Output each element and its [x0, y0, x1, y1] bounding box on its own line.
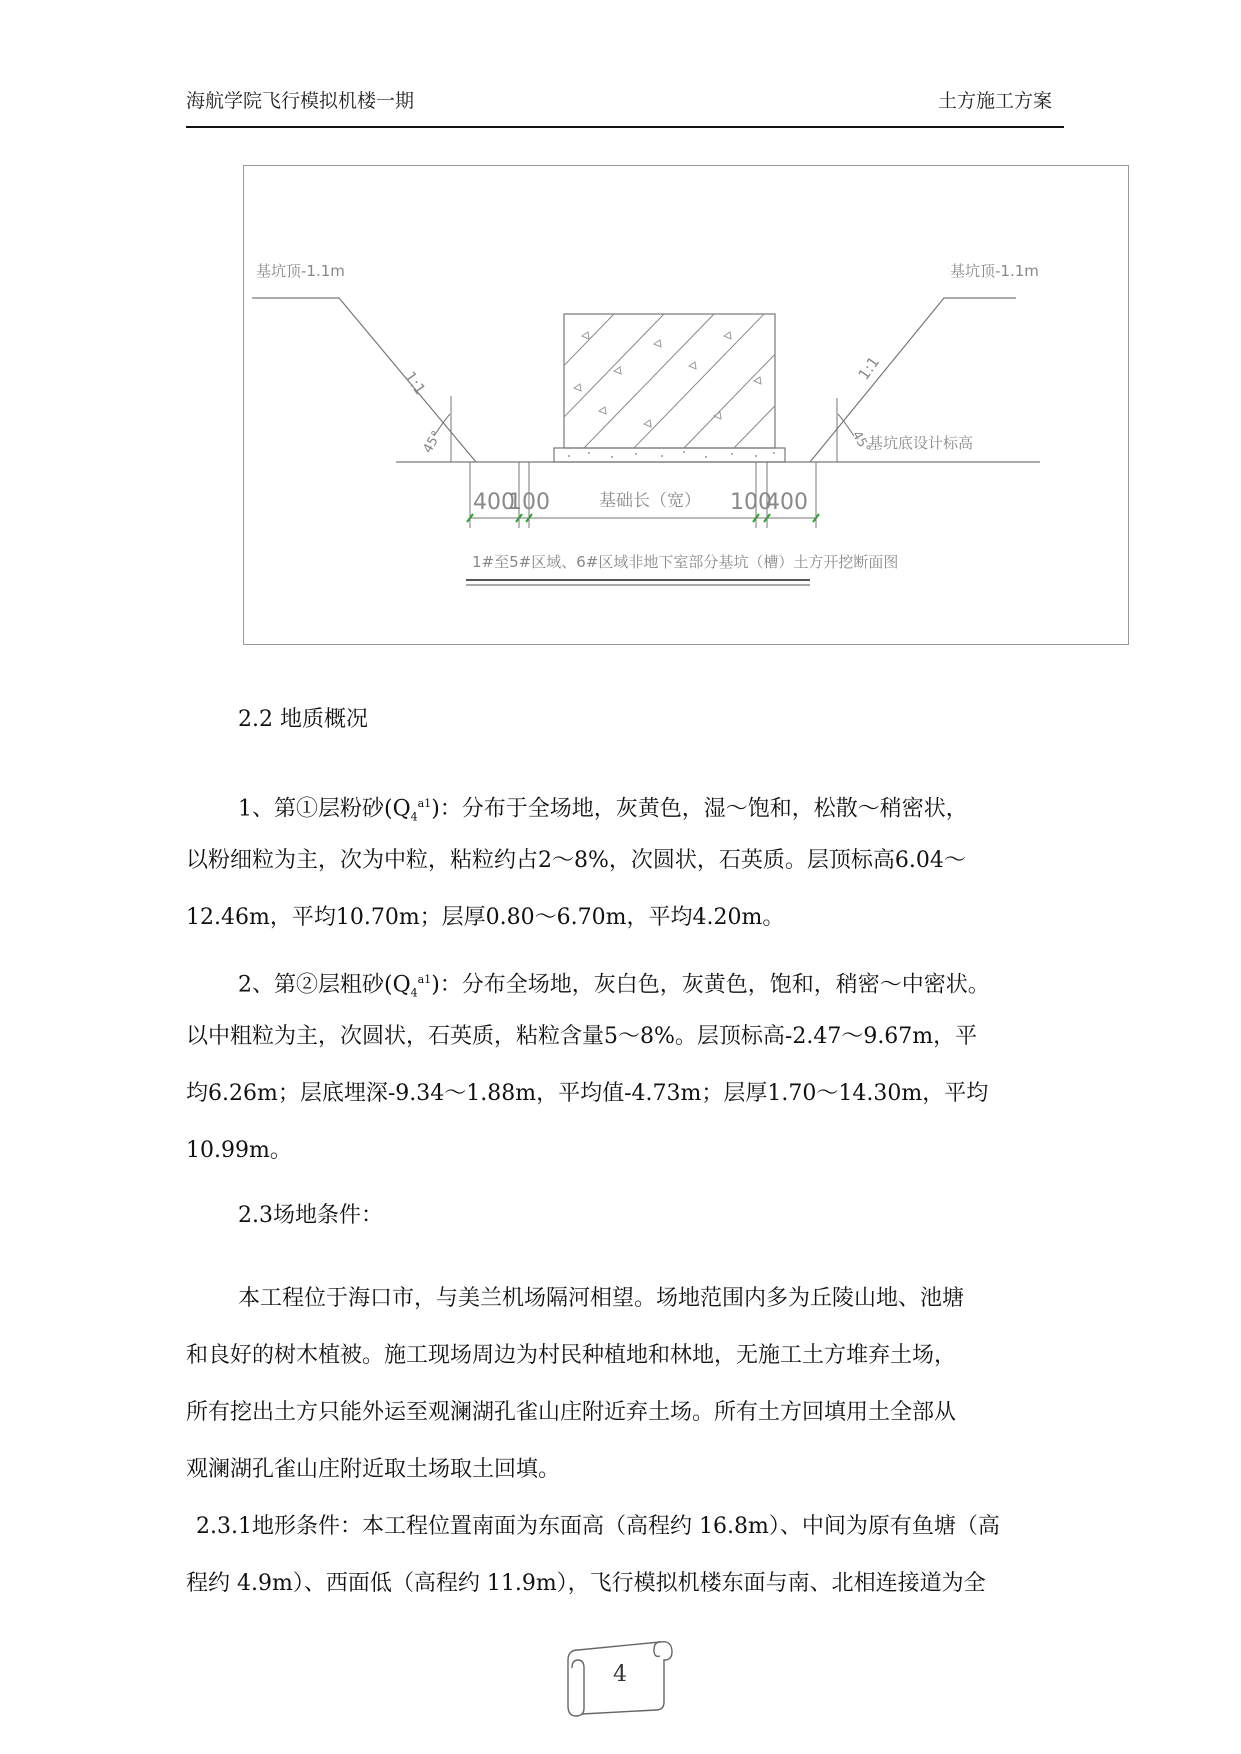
page-number: 4 — [613, 1662, 627, 1687]
paragraph-line: 以中粗粒为主，次圆状，石英质，粘粒含量5～8%。层顶标高-2.47～9.67m，平 — [186, 1024, 978, 1049]
label-angle-right: 45° — [848, 428, 874, 456]
label-slope-left: 1:1 — [400, 367, 430, 399]
label-angle-left: 45° — [420, 428, 445, 456]
paragraph-line: 本工程位于海口市，与美兰机场隔河相望。场地范围内多为丘陵山地、池塘 — [238, 1286, 965, 1311]
foundation-hatch — [484, 314, 864, 448]
header-document-title: 土方施工方案 — [937, 90, 1052, 112]
paragraph-line: 程约 4.9m）、西面低（高程约 11.9m），飞行模拟机楼东面与南、北相连接道为全 — [186, 1571, 986, 1596]
section-2-2-paragraph-1 — [186, 775, 1066, 946]
superscript: a1 — [417, 797, 432, 810]
subscript: 4 — [410, 986, 418, 1000]
dim-center: 基础长（宽） — [599, 491, 701, 511]
text-run: 2、第②层粗砂(Q — [238, 972, 411, 998]
header-project-title: 海航学院飞行模拟机楼一期 — [186, 90, 415, 112]
text-run: )：分布于全场地，灰黄色，湿～饱和，松散～稍密状， — [431, 796, 968, 822]
dim-left-100: 100 — [508, 490, 550, 515]
dim-right-100: 100 — [730, 490, 772, 515]
paragraph-line — [186, 951, 1066, 1008]
section-2-3-paragraph-1 — [186, 1270, 1066, 1498]
section-2-3-heading: 2.3场地条件： — [238, 1203, 383, 1228]
paragraph-line: 12.46m，平均10.70m；层厚0.80～6.70m，平均4.20m。 — [186, 905, 785, 930]
cushion-dots — [568, 451, 775, 458]
superscript: a1 — [417, 973, 432, 986]
label-pit-bottom: 基坑底设计标高 — [868, 434, 974, 452]
paragraph-line: 2.3.1地形条件：本工程位置南面为东面高（高程约 16.8m）、中间为原有鱼塘（高 — [196, 1514, 1000, 1539]
paragraph-line: 所有挖出土方只能外运至观澜湖孔雀山庄附近弃土场。所有土方回填用土全部从 — [186, 1400, 957, 1425]
paragraph-line: 以粉细粒为主，次为中粒，粘粒约占2～8%，次圆状，石英质。层顶标高6.04～ — [186, 848, 966, 873]
dim-right-400: 400 — [766, 490, 808, 515]
subscript: 4 — [410, 810, 418, 824]
page-number-ornament — [560, 1628, 680, 1718]
label-top-right: 基坑顶-1.1m — [950, 262, 1039, 280]
excavation-section-drawing — [244, 166, 1130, 646]
figure-caption: 1#至5#区域、6#区域非地下室部分基坑（槽）土方开挖断面图 — [472, 553, 899, 571]
paragraph-line — [186, 775, 1066, 832]
text-run: )：分布全场地，灰白色，灰黄色，饱和，稍密～中密状。 — [431, 972, 990, 998]
label-slope-right: 1:1 — [854, 353, 884, 384]
paragraph-line: 10.99m。 — [186, 1138, 292, 1163]
section-2-2-heading: 2.2 地质概况 — [238, 707, 368, 732]
header-rule — [186, 126, 1064, 128]
paragraph-line: 和良好的树木植被。施工现场周边为村民种植地和林地，无施工土方堆弃土场， — [186, 1343, 957, 1368]
paragraph-line: 均6.26m；层底埋深-9.34～1.88m，平均值-4.73m；层厚1.70～14.30m，平均 — [186, 1081, 989, 1106]
cushion-layer — [554, 448, 785, 462]
page-header — [186, 86, 1064, 126]
dim-left-400: 400 — [473, 490, 515, 515]
text-run: 1、第①层粉砂(Q — [238, 796, 411, 822]
paragraph-line: 观澜湖孔雀山庄附近取土场取土回填。 — [186, 1457, 561, 1482]
section-2-2-paragraph-2 — [186, 951, 1066, 1179]
foundation-block — [564, 314, 775, 448]
section-2-3-1-paragraph — [186, 1498, 1076, 1612]
label-top-left: 基坑顶-1.1m — [256, 262, 345, 280]
excavation-section-figure — [243, 165, 1129, 645]
